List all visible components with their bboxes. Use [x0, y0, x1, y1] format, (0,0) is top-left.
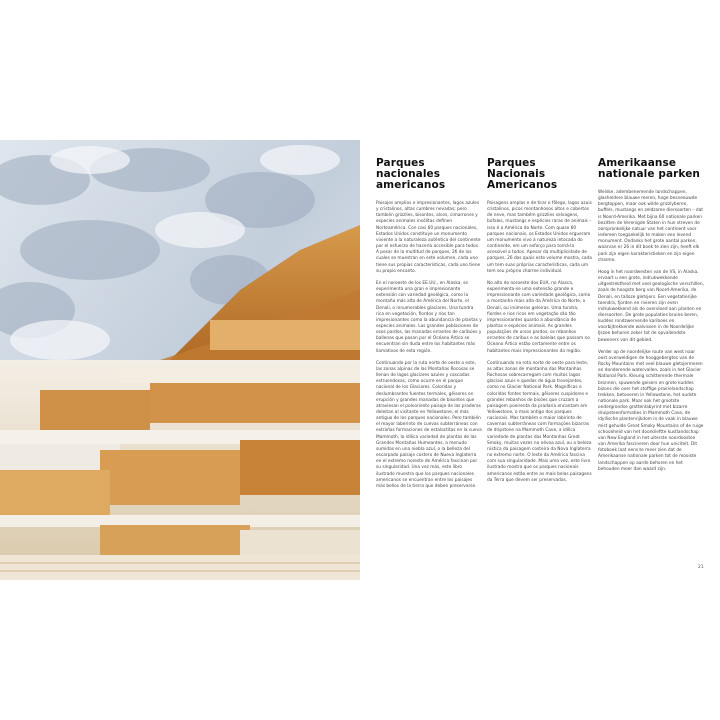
column-title: Parques Nacionais Americanos	[487, 157, 558, 191]
text-column-spanish	[376, 158, 482, 496]
column-title: Parques nacionales americanos	[376, 157, 446, 191]
text-column-dutch	[598, 158, 704, 479]
column-title: Amerikaanse nationale parken	[598, 157, 701, 180]
travertine-terraces-photo	[0, 140, 360, 580]
page-number: 21	[698, 565, 704, 570]
text-column-portuguese	[487, 158, 593, 490]
paragraph: Paisagens amplas e de tirar o fôlego, lagos azuis cristalinos, picos montanhosos altos e cobertos de neve, mas também grizzlies selvagens, búfalos, mustangs e espécies raras de animais – isso é a América do Norte. Com quase 60 parques nacionais, os Estados Unidos ergueram um monumento vivo à natureza intocada do continente, em um esforço para torná-la acessível a todos. Apesar da multiplicidade de parques, 26 dos quais este volume mostra, cada um tem suas próprias características, cada um tem seu próprio charme individual.	[487, 201, 592, 274]
paragraph: Continuando na rota norte de oeste para leste, as altas zonas de montanha das Montanhas Rochosas sobrecarregam com muitos lagos glaciais azuis e quedas de água trovejantes, como no Glacier National Park. Magníficas e coloridas fontes termais, gêiseres cuspidores e grandes rebanhos de bisões que cruzam a paisagem poeirenta da pradaria encantam em Yellowstone, o mais antigo dos parques nacionais. Mas também o maior labirinto de cavernas subterrâneas com formações bizarras de dripstone na Mammoth Cave, a idílica variedade de plantas das Montanhas Great Smoky, muitas vezes na névoa azul, ou a beleza rústica da paisagem costeira da Nova Inglaterra no extremo norte. O leste da América fascina com sua singularidade. Mais uma vez, este livro ilustrado mostra que os parques nacionais americanos estão entre as mais belas paisagens da Terra que devem ser preservadas.	[487, 360, 592, 483]
paragraph: Hoog in het noordwesten van de VS, in Alaska, ervaart u een grote, indrukwekkende uitgestrektheid met veel geologische verschillen, zoals de hoogste berg van Noord-Amerika, de Denali, en talloze gletsjers. Een vegetatierijke toendra, fjorden en rivieren zijn even indrukwekkend als de overvloed aan planten en diersoorten. De grote populaties bruine beren, kuddes rondzwervende kariboes en voorbijtrekkende walvissen in de Noordelijke IJszee behoren zeker tot de opvallendste bewoners van dit gebied.	[598, 269, 704, 343]
paragraph: En el noroeste de los EE.UU., en Alaska, se experimenta una gran e impresionante extensión con variedad geológica, como la montaña más alta de América del Norte, el Denali, o innumerables glaciares. Una tundra rica en vegetación, fiordos y ríos tan impresionantes como la abundancia de plantas y especies animales. Las grandes poblaciones de osos pardos, las manadas errantes de caribúes y ballenas que pasan por el Océano Ártico se encuentran sin duda entre los habitantes más llamativos de esta región.	[376, 280, 482, 354]
paragraph: Weidse, adembenemende landschappen, glasheldere blauwe meren, hoge besneeuwde bergtoppen, maar ook wilde grizzlyberen, buffels, mustangs en zeldzame diersoorten – dat is Noord-Amerika. Met bijna 60 nationale parken bezitten de Verenigde Staten in hun streven de oorspronkelijke natuur van het continent voor iedereen toegankelijk te maken een levend monument. Ondanks het grote aantal parken, waarvan er 26 in dit boek te zien zijn, heeft elk park zijn eigen karakteristieken en zijn eigen charme.	[598, 190, 703, 263]
paragraph: Verder op de noordelijke route van west naar oost overweldigen de hooggebergtes van de Rocky Mountains met veel blauwe gletsjermeren en donderende watervallen, zoals in het Glacier National Park. Kleurig schitterende thermale bronnen, spuwende geisers en grote kuddes bizons die over het stoffige prairielandschap trekken, betoveren in Yellowstone, het oudste nationale park. Maar ook het grootste ondergrondse grottenlabyrint met bizarre druipsteenformaties in Mammoth Cave, de idyllische plantenrijkdom in de vaak in blauwe mist gehulde Great Smoky Mountains of de ruige schoonheid van het doorklieftte kustlandschap van New England in het uiterste noordoosten van Amerika fascineren door hun uniciteit. Dit fotoboek laat eens te meer zien dat de Amerikaanse nationale parken tot de mooiste landschappen op aarde behoren en het behouden meer dan waard zijn.	[598, 349, 704, 472]
paragraph: Continuando por la ruta norte de oeste a este, las zonas alpinas de las Montañas Rocosas se llenan de lagos glaciares azules y cascadas estruendosas, como ocurre en el parque nacional de los Glaciares. Coloridas y deslumbrantes fuentes termales, géiseres en erupción y grandes manadas de bisontes que atraviesan el polvoriento paisaje de las praderas deleitan al visitante en Yellowstone, el más antiguo de los parques nacionales. Pero también el mayor laberinto de cuevas subterráneas con extrañas formaciones de estalactitas en la cueva Mammoth, la idílica variedad de plantas de las Grandes Montañas Humeantes, a menudo sumidas en una niebla azul, o la belleza del escarpado paisaje costero de Nueva Inglaterra en el extremo noreste de América fascinan por su singularidad. Una vez más, este libro ilustrado muestra que los parques nacionales americanos se encuentran entre los paisajes más bellos de la tierra que deben preservarse.	[376, 360, 482, 489]
paragraph: Paisajes amplios e impresionantes, lagos azules y cristalinos, altas cumbres nevadas; pero también grizzlies, bisontes, alces, cimarrones y especies animales insólitas definen Norteamérica. Con casi 60 parques nacionales, Estados Unidos constituye un monumento viviente a la naturaleza auténtica del continente por el esfuerzo de hacerla accesible para todos. A pesar de la multitud de parques, 26 de los cuales se muestran en este volumen, cada uno tiene sus propias características, cada uno tiene su propio encanto.	[376, 201, 481, 274]
photo-illustration	[0, 140, 360, 580]
paragraph: No alto do noroeste dos EUA, no Alasca, experimenta-se uma extensão grande e impressionante com variedade geológica, como a montanha mais alta da América do Norte, o Denali, ou inúmeras geleiras. Uma tundra, fiordes e rios ricos em vegetação são tão impressionantes quanto a abundância de plantas e espécies animais. As grandes populações de ursos pardos, os rebanhos errantes de caribus e as baleias que passam no Oceano Ártico estão certamente entre os habitantes mais impressionantes da região.	[487, 280, 591, 354]
